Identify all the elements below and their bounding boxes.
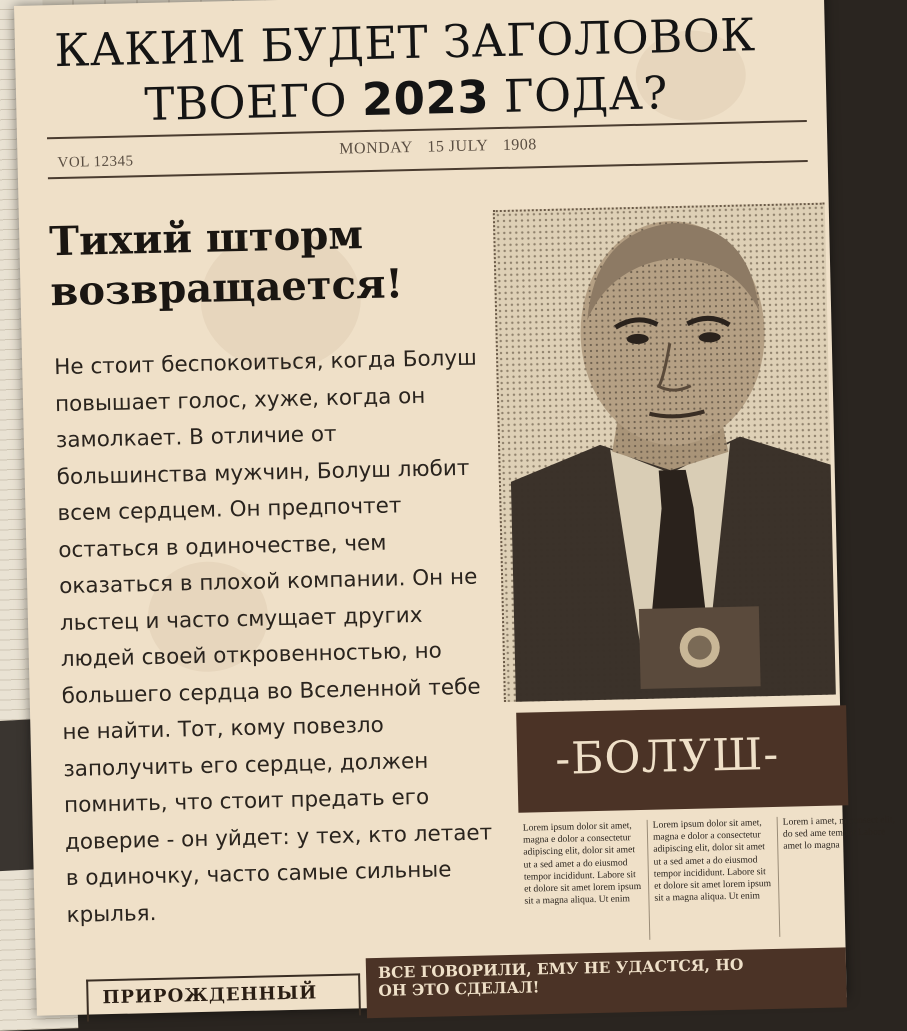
masthead-year: 2023: [361, 70, 490, 127]
portrait-illustration: [495, 205, 836, 702]
bottom-left-heading: ПРИРОЖДЕННЫЙ: [102, 982, 318, 1009]
filler-column-2: Lorem ipsum dolor sit amet, magna e dolor a consectetur adipiscing elit, dolor sit amet ut a sed amet a do eiusmod tempor incididunt. Labore sit et dolore sit amet lorem ipsum sit a magna aliqua. Ut enim: [652, 817, 772, 904]
dateline-year: 1908: [502, 136, 538, 154]
subject-name-banner: [516, 705, 848, 812]
headline-line-1: Тихий шторм: [48, 211, 364, 266]
masthead-prefix: ТВОЕГО: [143, 73, 348, 132]
filler-column-3: Lorem i amet, m consect elit, do sed ame tempor Labore amet lo magna: [782, 814, 895, 853]
masthead-line-1: КАКИМ БУДЕТ ЗАГОЛОВОК: [53, 8, 757, 78]
bottom-right-banner: [366, 947, 847, 1018]
dateline: [339, 136, 547, 159]
bottom-left-box: [86, 973, 361, 1021]
article-headline: [49, 208, 471, 318]
bottom-right-heading-line-1: ВСЕ ГОВОРИЛИ, ЕМУ НЕ УДАСТСЯ, НО: [377, 954, 744, 982]
masthead-suffix: ГОДА?: [503, 66, 669, 123]
masthead-divider-bottom: [48, 160, 808, 179]
filler-column-1: Lorem ipsum dolor sit amet, magna e dolor a consectetur adipiscing elit, dolor sit amet ut a sed amet a do eiusmod tempor incididunt. Labore sit et dolore sit amet lorem ipsum sit a magna aliqua. Ut enim: [522, 820, 642, 907]
bottom-right-heading: [378, 956, 744, 1000]
portrait-photo: [493, 203, 836, 702]
dateline-weekday: MONDAY: [339, 138, 414, 158]
column-divider: [777, 817, 781, 937]
article-body: Не стоит беспокоиться, когда Болуш повышает голос, хуже, когда он замолкает. В отличие от большинства мужчин, Болуш любит всем сердцем. Он предпочтет остаться в одиночестве, чем оказаться в плохой компании. Он не льстец и часто смущает других людей своей откровенностью, но большего сердца во Вселенной тебе не найти. Тот, кому повезло заполучить его сердце, должен помнить, что стоит предать его доверие - он уйдет: у тех, кто летает в одиночку, часто самые сильные крылья.: [53, 345, 493, 928]
filler-columns: [522, 814, 895, 952]
bottom-right-heading-line-2: ОН ЭТО СДЕЛАЛ!: [378, 977, 540, 1000]
subject-name: -БОЛУШ-: [554, 728, 780, 785]
dateline-date: 15 JULY: [427, 137, 489, 156]
volume-number: VOL 12345: [57, 153, 134, 172]
column-divider: [647, 820, 651, 940]
newspaper-page: [14, 0, 895, 1016]
masthead: [34, 7, 776, 136]
headline-line-2: возвращается!: [49, 260, 404, 316]
